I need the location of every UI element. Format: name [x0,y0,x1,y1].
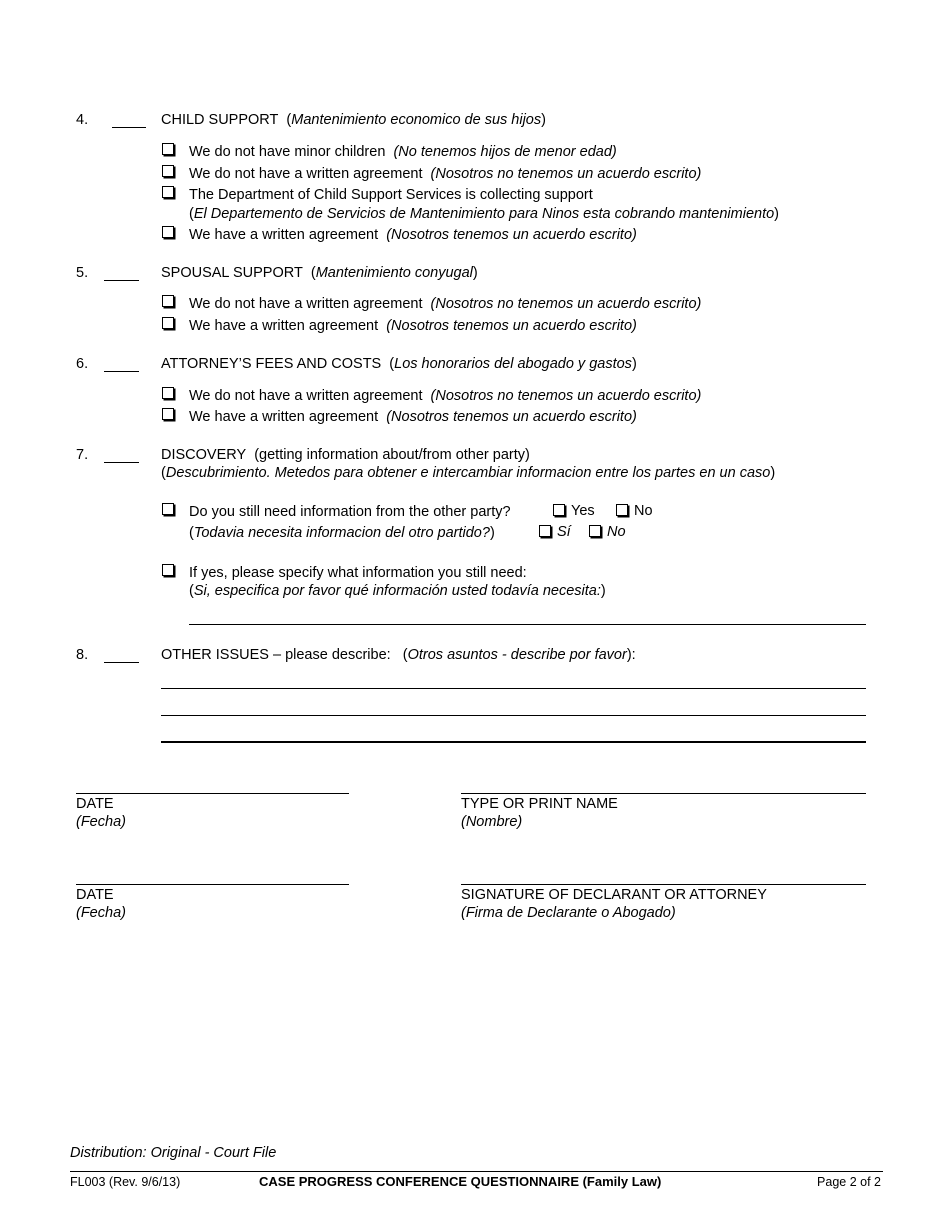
item-7-blank[interactable] [104,461,139,463]
item-5-number: 5. [76,265,89,281]
item-7-question-es: Todavia necesita informacion del otro partido? [193,525,490,541]
item-4-option-4-text: We have a written agreement [189,227,379,243]
item-5-option-1-label [189,297,701,312]
item-7-title-note: (getting information about/from other party) [254,447,530,463]
item-7-specify: If yes, please specify what information you still need: [189,565,527,581]
date-label-es-2: (Fecha) [76,905,126,921]
signature-label-es: (Firma de Declarante o Abogado) [461,905,676,921]
item-5-option-1-checkbox[interactable] [162,295,174,307]
item-7-no-es-checkbox[interactable] [589,525,601,537]
item-4-option-3-text-es-line: (El Departemento de Servicios de Mantenimiento para Ninos esta cobrando mantenimiento) [189,206,780,222]
item-6-option-1-checkbox[interactable] [162,387,174,399]
signature-line[interactable] [461,884,866,885]
item-7-no-es-option [589,525,626,540]
item-4-option-1-checkbox[interactable] [162,143,174,155]
item-6-option-1-text: We do not have a written agreement [189,388,423,404]
item-7-title [161,448,530,463]
item-8-blank[interactable] [104,661,139,663]
date-label-es-1: (Fecha) [76,814,126,830]
item-7-si-option [539,525,571,540]
item-4-option-2-text: We do not have a written agreement [189,166,423,182]
item-6-option-1-label [189,389,701,404]
form-id: FL003 (Rev. 9/6/13) [70,1175,181,1189]
item-6-title: ATTORNEY’S FEES AND COSTS (Los honorarios del abogado y gastos) [161,356,637,372]
date-label-2: DATE [76,887,114,903]
date-line-1[interactable] [76,793,349,794]
item-7-no-checkbox[interactable] [616,504,628,516]
item-7-question: Do you still need information from the other party? [189,504,511,520]
item-8-title-text: OTHER ISSUES – please describe: [161,647,391,663]
item-4-option-2-text-es: (Nosotros no tenemos un acuerdo escrito) [430,166,702,182]
item-7-no-es-label: No [607,524,626,540]
item-7-si-checkbox[interactable] [539,525,551,537]
item-7-no-label: No [634,503,653,519]
item-4-option-3-text-es: El Departemento de Servicios de Mantenimiento para Ninos esta cobrando mantenimiento [193,206,775,222]
item-6-option-2-text: We have a written agreement [189,409,379,425]
item-7-yes-checkbox[interactable] [553,504,565,516]
item-7-answer-line[interactable] [189,624,866,625]
item-4-option-1-text-es: (No tenemos hijos de menor edad) [393,144,617,160]
item-7-number: 7. [76,447,89,463]
item-6-title-text: ATTORNEY’S FEES AND COSTS [161,356,382,372]
item-4-option-3-checkbox[interactable] [162,186,174,198]
item-7-specify-es: Si, especifica por favor qué información usted todavía necesita: [193,583,601,599]
signature-label: SIGNATURE OF DECLARANT OR ATTORNEY [461,887,767,903]
item-7-title-text: DISCOVERY [161,447,247,463]
form-title: CASE PROGRESS CONFERENCE QUESTIONNAIRE (Family Law) [259,1174,662,1189]
item-5-title-text: SPOUSAL SUPPORT [161,265,303,281]
item-5-title-es: Mantenimiento conyugal [315,265,473,281]
date-line-2[interactable] [76,884,349,885]
item-7-question-es-line: (Todavia necesita informacion del otro partido?) [189,525,495,541]
item-4-option-4-label [189,228,637,243]
item-8-answer-line-3[interactable] [161,741,866,743]
item-6-option-2-text-es: (Nosotros tenemos un acuerdo escrito) [386,409,637,425]
item-7-title-es: Descubrimiento. Metedos para obtener e intercambiar informacion entre los partes en un caso [165,465,771,481]
item-4-option-4-checkbox[interactable] [162,226,174,238]
item-5-option-2-text: We have a written agreement [189,318,379,334]
page-number: Page 2 of 2 [817,1175,881,1189]
item-5-option-2-text-es: (Nosotros tenemos un acuerdo escrito) [386,318,637,334]
item-7-question-checkbox[interactable] [162,503,174,515]
item-4-title-es: Mantenimiento economico de sus hijos [291,112,542,128]
item-7-no-option [616,504,653,519]
item-6-option-2-checkbox[interactable] [162,408,174,420]
item-4-blank[interactable] [112,126,146,128]
item-5-option-1-text-es: (Nosotros no tenemos un acuerdo escrito) [430,296,702,312]
item-8-answer-line-1[interactable] [161,688,866,689]
item-5-blank[interactable] [104,279,139,281]
item-8-answer-line-2[interactable] [161,715,866,716]
item-7-si-label: Sí [557,524,571,540]
item-7-specify-checkbox[interactable] [162,564,174,576]
item-4-option-2-checkbox[interactable] [162,165,174,177]
name-label-es: (Nombre) [461,814,523,830]
name-line[interactable] [461,793,866,794]
item-4-option-2-label [189,167,701,182]
item-6-option-2-label [189,410,637,425]
item-7-yes-option [553,504,595,519]
item-4-option-3-text: The Department of Child Support Services is collecting support [189,187,593,203]
item-4-number: 4. [76,112,89,128]
item-6-blank[interactable] [104,370,139,372]
date-label-1: DATE [76,796,114,812]
item-4-option-4-text-es: (Nosotros tenemos un acuerdo escrito) [386,227,637,243]
item-8-title-es: Otros asuntos - describe por favor [407,647,627,663]
item-4-option-1-text: We do not have minor children [189,144,386,160]
item-7-title-es-line: (Descubrimiento. Metedos para obtener e intercambiar informacion entre los partes en un caso) [161,465,776,481]
item-5-option-1-text: We do not have a written agreement [189,296,423,312]
item-4-option-1-label [189,145,617,160]
distribution-note: Distribution: Original - Court File [70,1145,277,1161]
item-5-option-2-checkbox[interactable] [162,317,174,329]
item-5-option-2-label [189,319,637,334]
item-6-title-es: Los honorarios del abogado y gastos [394,356,632,372]
item-7-yes-label: Yes [571,503,595,519]
footer-rule [70,1171,883,1172]
item-8-number: 8. [76,647,89,663]
item-4-title: CHILD SUPPORT (Mantenimiento economico de sus hijos) [161,112,546,128]
item-5-title: SPOUSAL SUPPORT (Mantenimiento conyugal) [161,265,478,281]
item-6-option-1-text-es: (Nosotros no tenemos un acuerdo escrito) [430,388,702,404]
item-7-specify-es-line: (Si, especifica por favor qué información usted todavía necesita:) [189,583,606,599]
name-label: TYPE OR PRINT NAME [461,796,618,812]
item-8-title: OTHER ISSUES – please describe: (Otros asuntos - describe por favor): [161,647,636,663]
item-4-title-text: CHILD SUPPORT [161,112,279,128]
item-6-number: 6. [76,356,89,372]
